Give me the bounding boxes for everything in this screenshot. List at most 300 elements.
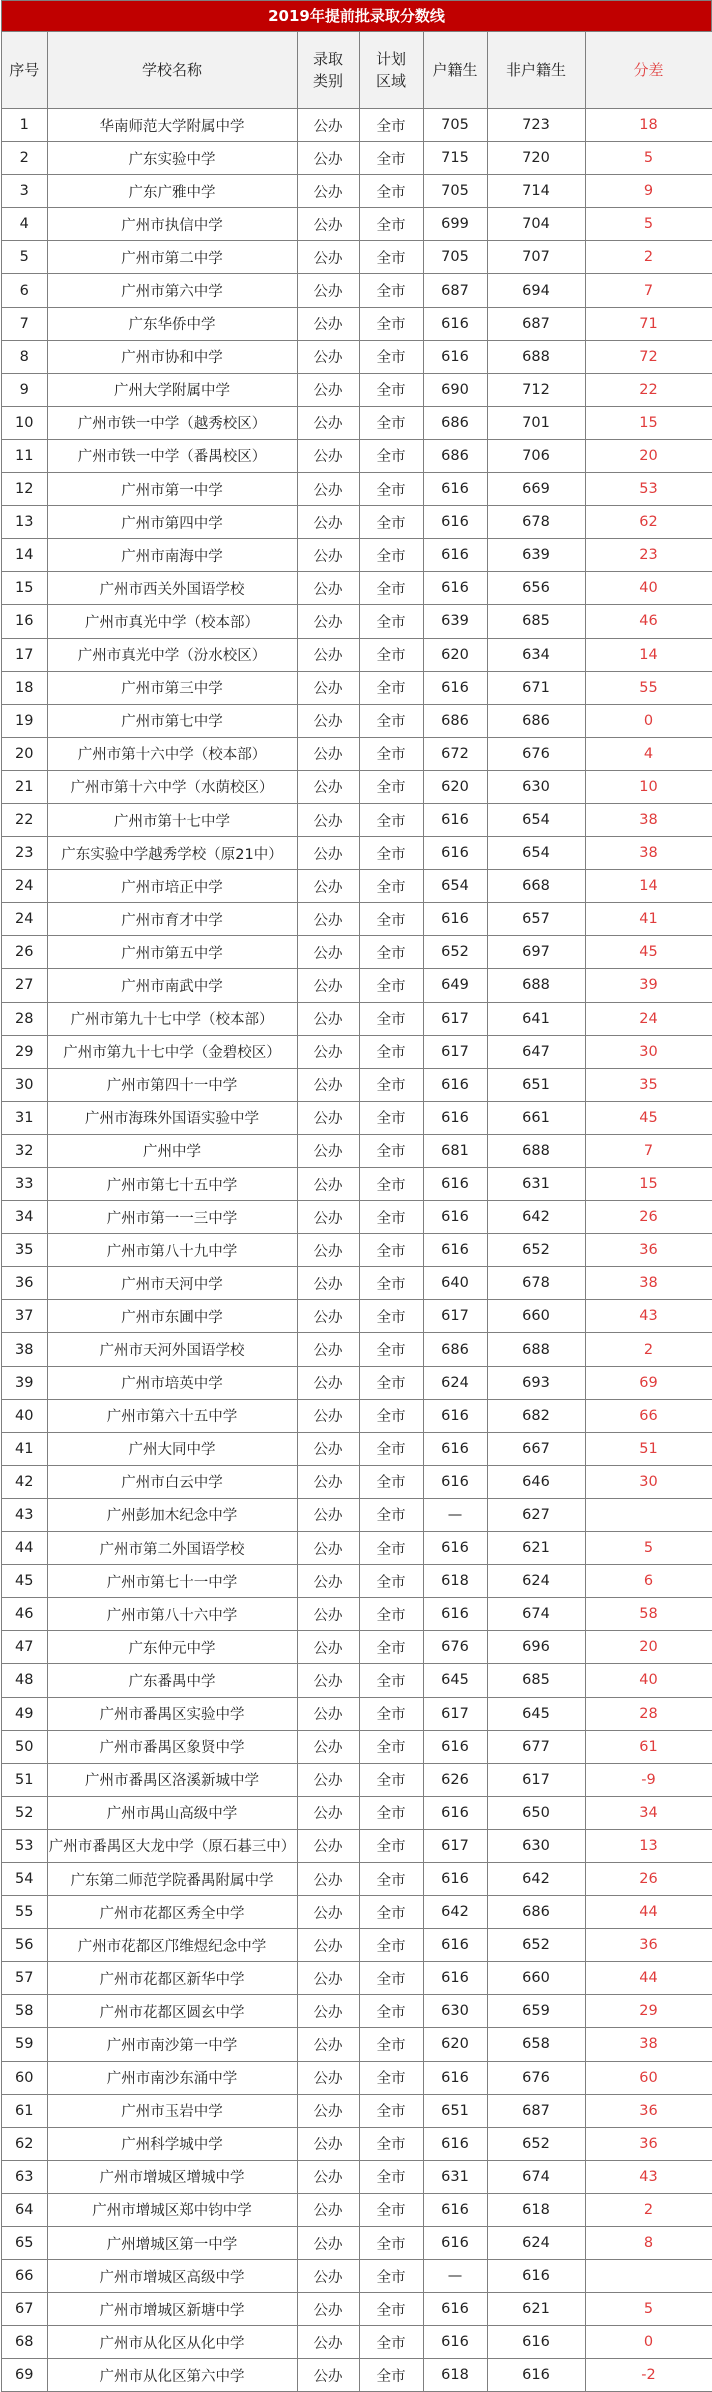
score-diff: 58 [585, 1598, 712, 1631]
table-row [2, 1664, 712, 1697]
school-name: 广东第二师范学院番禺附属中学 [47, 1862, 297, 1895]
row-no: 20 [2, 737, 47, 770]
admission-type: 公办 [297, 870, 359, 903]
hukou-score: 617 [423, 1035, 487, 1068]
score-diff: 41 [585, 903, 712, 936]
table-row [2, 1201, 712, 1234]
admission-type: 公办 [297, 439, 359, 472]
nonhukou-score: 688 [487, 340, 585, 373]
admission-type: 公办 [297, 373, 359, 406]
plan-area: 全市 [359, 936, 423, 969]
nonhukou-score: 688 [487, 969, 585, 1002]
admission-type: 公办 [297, 1862, 359, 1895]
hukou-score: 616 [423, 2193, 487, 2226]
row-no: 12 [2, 473, 47, 506]
hukou-score: 616 [423, 2326, 487, 2359]
hukou-score: 616 [423, 2127, 487, 2160]
hukou-score: 616 [423, 671, 487, 704]
school-name: 广州市培正中学 [47, 870, 297, 903]
hukou-score: 616 [423, 1432, 487, 1465]
school-name: 广州市第六十五中学 [47, 1399, 297, 1432]
score-table [2, 32, 712, 2392]
admission-type: 公办 [297, 1631, 359, 1664]
row-no: 53 [2, 1829, 47, 1862]
nonhukou-score: 674 [487, 2160, 585, 2193]
score-diff: 0 [585, 2326, 712, 2359]
score-diff: 20 [585, 1631, 712, 1664]
nonhukou-score: 723 [487, 109, 585, 142]
hukou-score: 687 [423, 274, 487, 307]
nonhukou-score: 697 [487, 936, 585, 969]
score-diff: 53 [585, 473, 712, 506]
score-diff: 61 [585, 1730, 712, 1763]
plan-area: 全市 [359, 1498, 423, 1531]
school-name: 广州市第七十一中学 [47, 1565, 297, 1598]
row-no: 52 [2, 1796, 47, 1829]
school-name: 广州市铁一中学（越秀校区） [47, 406, 297, 439]
row-no: 56 [2, 1929, 47, 1962]
plan-area: 全市 [359, 803, 423, 836]
admission-type: 公办 [297, 340, 359, 373]
hukou-score: 686 [423, 439, 487, 472]
table-row [2, 241, 712, 274]
table-row [2, 406, 712, 439]
hukou-score: 618 [423, 2359, 487, 2392]
table-row [2, 1498, 712, 1531]
table-row [2, 439, 712, 472]
admission-type: 公办 [297, 1134, 359, 1167]
score-diff: 18 [585, 109, 712, 142]
admission-type: 公办 [297, 1763, 359, 1796]
plan-area: 全市 [359, 1598, 423, 1631]
school-name: 广州市番禺区大龙中学（原石碁三中） [47, 1829, 297, 1862]
table-row [2, 704, 712, 737]
score-diff: 43 [585, 1300, 712, 1333]
table-row [2, 671, 712, 704]
hukou-score: 616 [423, 1730, 487, 1763]
plan-area: 全市 [359, 1631, 423, 1664]
hukou-score: — [423, 1498, 487, 1531]
plan-area: 全市 [359, 903, 423, 936]
school-name: 广州市第七十五中学 [47, 1168, 297, 1201]
school-name: 广州市天河外国语学校 [47, 1333, 297, 1366]
score-diff: 29 [585, 1995, 712, 2028]
plan-area: 全市 [359, 175, 423, 208]
plan-area: 全市 [359, 2227, 423, 2260]
score-sheet [1, 0, 712, 2392]
school-name: 广州市番禺区象贤中学 [47, 1730, 297, 1763]
hukou-score: 616 [423, 2061, 487, 2094]
table-row [2, 1962, 712, 1995]
admission-type: 公办 [297, 837, 359, 870]
table-row [2, 1862, 712, 1895]
admission-type: 公办 [297, 1101, 359, 1134]
table-row [2, 142, 712, 175]
table-row [2, 1465, 712, 1498]
hukou-score: 616 [423, 1399, 487, 1432]
plan-area: 全市 [359, 638, 423, 671]
plan-area: 全市 [359, 1829, 423, 1862]
score-diff: 44 [585, 1896, 712, 1929]
score-diff: 30 [585, 1465, 712, 1498]
admission-type: 公办 [297, 1598, 359, 1631]
school-name: 广州市第五中学 [47, 936, 297, 969]
score-diff: 14 [585, 870, 712, 903]
hukou-score: 617 [423, 1002, 487, 1035]
plan-area: 全市 [359, 274, 423, 307]
row-no: 48 [2, 1664, 47, 1697]
plan-area: 全市 [359, 1333, 423, 1366]
admission-type: 公办 [297, 274, 359, 307]
admission-type: 公办 [297, 2193, 359, 2226]
nonhukou-score: 624 [487, 2227, 585, 2260]
table-row [2, 506, 712, 539]
header-no: 序号 [2, 32, 47, 109]
nonhukou-score: 651 [487, 1068, 585, 1101]
hukou-score: 676 [423, 1631, 487, 1664]
score-diff: 39 [585, 969, 712, 1002]
plan-area: 全市 [359, 406, 423, 439]
nonhukou-score: 618 [487, 2193, 585, 2226]
nonhukou-score: 647 [487, 1035, 585, 1068]
nonhukou-score: 656 [487, 572, 585, 605]
school-name: 广州大学附属中学 [47, 373, 297, 406]
score-diff [585, 1498, 712, 1531]
plan-area: 全市 [359, 1896, 423, 1929]
row-no: 24 [2, 903, 47, 936]
plan-area: 全市 [359, 1697, 423, 1730]
admission-type: 公办 [297, 1300, 359, 1333]
hukou-score: 715 [423, 142, 487, 175]
table-row [2, 1068, 712, 1101]
nonhukou-score: 704 [487, 208, 585, 241]
school-name: 广州市铁一中学（番禺校区） [47, 439, 297, 472]
score-diff: 7 [585, 274, 712, 307]
admission-type: 公办 [297, 1035, 359, 1068]
table-row [2, 1035, 712, 1068]
admission-type: 公办 [297, 2293, 359, 2326]
hukou-score: 618 [423, 1565, 487, 1598]
admission-type: 公办 [297, 1565, 359, 1598]
table-row [2, 1631, 712, 1664]
nonhukou-score: 652 [487, 1929, 585, 1962]
score-diff: 60 [585, 2061, 712, 2094]
row-no: 33 [2, 1168, 47, 1201]
school-name: 广州市第九十七中学（校本部） [47, 1002, 297, 1035]
plan-area: 全市 [359, 1465, 423, 1498]
score-diff: 34 [585, 1796, 712, 1829]
admission-type: 公办 [297, 1962, 359, 1995]
row-no: 36 [2, 1267, 47, 1300]
school-name: 广州市第八十九中学 [47, 1234, 297, 1267]
admission-type: 公办 [297, 605, 359, 638]
admission-type: 公办 [297, 803, 359, 836]
score-diff: 44 [585, 1962, 712, 1995]
admission-type: 公办 [297, 704, 359, 737]
row-no: 60 [2, 2061, 47, 2094]
nonhukou-score: 706 [487, 439, 585, 472]
school-name: 广州市第四中学 [47, 506, 297, 539]
score-diff: 51 [585, 1432, 712, 1465]
table-row [2, 2094, 712, 2127]
table-row [2, 2127, 712, 2160]
row-no: 3 [2, 175, 47, 208]
school-name: 广东仲元中学 [47, 1631, 297, 1664]
admission-type: 公办 [297, 175, 359, 208]
table-row [2, 1168, 712, 1201]
school-name: 广州市西关外国语学校 [47, 572, 297, 605]
plan-area: 全市 [359, 539, 423, 572]
score-diff: 8 [585, 2227, 712, 2260]
school-name: 广州市第一中学 [47, 473, 297, 506]
plan-area: 全市 [359, 2061, 423, 2094]
hukou-score: 699 [423, 208, 487, 241]
row-no: 66 [2, 2260, 47, 2293]
row-no: 29 [2, 1035, 47, 1068]
admission-type: 公办 [297, 1068, 359, 1101]
score-diff: 43 [585, 2160, 712, 2193]
table-row [2, 2293, 712, 2326]
table-row [2, 307, 712, 340]
row-no: 8 [2, 340, 47, 373]
row-no: 30 [2, 1068, 47, 1101]
table-row [2, 870, 712, 903]
hukou-score: 654 [423, 870, 487, 903]
hukou-score: 651 [423, 2094, 487, 2127]
table-row [2, 539, 712, 572]
nonhukou-score: 645 [487, 1697, 585, 1730]
nonhukou-score: 650 [487, 1796, 585, 1829]
plan-area: 全市 [359, 373, 423, 406]
nonhukou-score: 660 [487, 1300, 585, 1333]
school-name: 广州市第八十六中学 [47, 1598, 297, 1631]
school-name: 广州市真光中学（汾水校区） [47, 638, 297, 671]
nonhukou-score: 639 [487, 539, 585, 572]
score-diff: 45 [585, 1101, 712, 1134]
school-name: 华南师范大学附属中学 [47, 109, 297, 142]
plan-area: 全市 [359, 2127, 423, 2160]
hukou-score: 630 [423, 1995, 487, 2028]
table-row [2, 1565, 712, 1598]
table-row [2, 1399, 712, 1432]
hukou-score: 616 [423, 803, 487, 836]
header-diff: 分差 [585, 32, 712, 109]
school-name: 广州市花都区邝维煜纪念中学 [47, 1929, 297, 1962]
score-diff: 45 [585, 936, 712, 969]
row-no: 18 [2, 671, 47, 704]
school-name: 广州市第十六中学（水荫校区） [47, 770, 297, 803]
header-type [297, 32, 359, 109]
plan-area: 全市 [359, 1366, 423, 1399]
plan-area: 全市 [359, 870, 423, 903]
admission-type: 公办 [297, 572, 359, 605]
score-diff: 2 [585, 241, 712, 274]
admission-type: 公办 [297, 1664, 359, 1697]
plan-area: 全市 [359, 1035, 423, 1068]
nonhukou-score: 624 [487, 1565, 585, 1598]
row-no: 15 [2, 572, 47, 605]
table-row [2, 1929, 712, 1962]
row-no: 7 [2, 307, 47, 340]
school-name: 广州市增城区新塘中学 [47, 2293, 297, 2326]
plan-area: 全市 [359, 2160, 423, 2193]
admission-type: 公办 [297, 2260, 359, 2293]
row-no: 40 [2, 1399, 47, 1432]
school-name: 广州市第二中学 [47, 241, 297, 274]
admission-type: 公办 [297, 2028, 359, 2061]
plan-area: 全市 [359, 506, 423, 539]
school-name: 广州增城区第一中学 [47, 2227, 297, 2260]
nonhukou-score: 701 [487, 406, 585, 439]
admission-type: 公办 [297, 2094, 359, 2127]
score-diff: 4 [585, 737, 712, 770]
row-no: 17 [2, 638, 47, 671]
table-row [2, 1432, 712, 1465]
plan-area: 全市 [359, 1763, 423, 1796]
admission-type: 公办 [297, 109, 359, 142]
admission-type: 公办 [297, 1267, 359, 1300]
plan-area: 全市 [359, 439, 423, 472]
nonhukou-score: 658 [487, 2028, 585, 2061]
hukou-score: 672 [423, 737, 487, 770]
nonhukou-score: 641 [487, 1002, 585, 1035]
nonhukou-score: 634 [487, 638, 585, 671]
score-diff: 28 [585, 1697, 712, 1730]
school-name: 广州市番禺区洛溪新城中学 [47, 1763, 297, 1796]
row-no: 10 [2, 406, 47, 439]
plan-area: 全市 [359, 208, 423, 241]
row-no: 62 [2, 2127, 47, 2160]
plan-area: 全市 [359, 1300, 423, 1333]
school-name: 广州市南沙第一中学 [47, 2028, 297, 2061]
row-no: 31 [2, 1101, 47, 1134]
table-row [2, 373, 712, 406]
score-diff: 14 [585, 638, 712, 671]
plan-area: 全市 [359, 1664, 423, 1697]
nonhukou-score: 630 [487, 1829, 585, 1862]
school-name: 广州市第七中学 [47, 704, 297, 737]
header-type-line2: 类别 [312, 72, 343, 90]
nonhukou-score: 627 [487, 1498, 585, 1531]
hukou-score: 705 [423, 109, 487, 142]
hukou-score: 686 [423, 704, 487, 737]
row-no: 45 [2, 1565, 47, 1598]
hukou-score: — [423, 2260, 487, 2293]
score-diff: 10 [585, 770, 712, 803]
score-diff: 0 [585, 704, 712, 737]
row-no: 37 [2, 1300, 47, 1333]
admission-type: 公办 [297, 142, 359, 175]
table-row [2, 208, 712, 241]
hukou-score: 686 [423, 406, 487, 439]
school-name: 广州市第三中学 [47, 671, 297, 704]
header-area-line1: 计划 [375, 50, 406, 68]
hukou-score: 616 [423, 1929, 487, 1962]
nonhukou-score: 660 [487, 1962, 585, 1995]
header-row [2, 32, 712, 109]
row-no: 28 [2, 1002, 47, 1035]
table-row [2, 1002, 712, 1035]
score-diff: 36 [585, 2094, 712, 2127]
admission-type: 公办 [297, 737, 359, 770]
table-row [2, 274, 712, 307]
plan-area: 全市 [359, 1929, 423, 1962]
plan-area: 全市 [359, 1267, 423, 1300]
hukou-score: 616 [423, 903, 487, 936]
nonhukou-score: 652 [487, 2127, 585, 2160]
score-diff: 55 [585, 671, 712, 704]
admission-type: 公办 [297, 1002, 359, 1035]
admission-type: 公办 [297, 307, 359, 340]
table-row [2, 605, 712, 638]
plan-area: 全市 [359, 2193, 423, 2226]
nonhukou-score: 687 [487, 307, 585, 340]
score-diff: 36 [585, 1929, 712, 1962]
table-row [2, 2326, 712, 2359]
hukou-score: 705 [423, 241, 487, 274]
table-row [2, 770, 712, 803]
score-diff: 38 [585, 803, 712, 836]
nonhukou-score: 712 [487, 373, 585, 406]
nonhukou-score: 621 [487, 2293, 585, 2326]
school-name: 广州市增城区增城中学 [47, 2160, 297, 2193]
score-diff: -9 [585, 1763, 712, 1796]
nonhukou-score: 617 [487, 1763, 585, 1796]
nonhukou-score: 686 [487, 704, 585, 737]
hukou-score: 690 [423, 373, 487, 406]
score-diff: 69 [585, 1366, 712, 1399]
plan-area: 全市 [359, 1796, 423, 1829]
admission-type: 公办 [297, 903, 359, 936]
score-diff: 71 [585, 307, 712, 340]
plan-area: 全市 [359, 473, 423, 506]
hukou-score: 616 [423, 1465, 487, 1498]
hukou-score: 624 [423, 1366, 487, 1399]
plan-area: 全市 [359, 2028, 423, 2061]
row-no: 32 [2, 1134, 47, 1167]
admission-type: 公办 [297, 1796, 359, 1829]
hukou-score: 616 [423, 1862, 487, 1895]
plan-area: 全市 [359, 2326, 423, 2359]
school-name: 广州市从化区第六中学 [47, 2359, 297, 2392]
school-name: 广东番禺中学 [47, 1664, 297, 1697]
hukou-score: 640 [423, 1267, 487, 1300]
table-row [2, 1697, 712, 1730]
score-diff: 15 [585, 406, 712, 439]
school-name: 广州市花都区圆玄中学 [47, 1995, 297, 2028]
score-diff: 15 [585, 1168, 712, 1201]
table-row [2, 969, 712, 1002]
school-name: 广东广雅中学 [47, 175, 297, 208]
header-nonhukou: 非户籍生 [487, 32, 585, 109]
row-no: 51 [2, 1763, 47, 1796]
nonhukou-score: 693 [487, 1366, 585, 1399]
table-row [2, 2028, 712, 2061]
table-row [2, 1763, 712, 1796]
row-no: 58 [2, 1995, 47, 2028]
row-no: 67 [2, 2293, 47, 2326]
nonhukou-score: 682 [487, 1399, 585, 1432]
school-name: 广州市第六中学 [47, 274, 297, 307]
school-name: 广州市东圃中学 [47, 1300, 297, 1333]
plan-area: 全市 [359, 704, 423, 737]
plan-area: 全市 [359, 142, 423, 175]
table-row [2, 1829, 712, 1862]
admission-type: 公办 [297, 1465, 359, 1498]
hukou-score: 616 [423, 539, 487, 572]
admission-type: 公办 [297, 1929, 359, 1962]
row-no: 14 [2, 539, 47, 572]
